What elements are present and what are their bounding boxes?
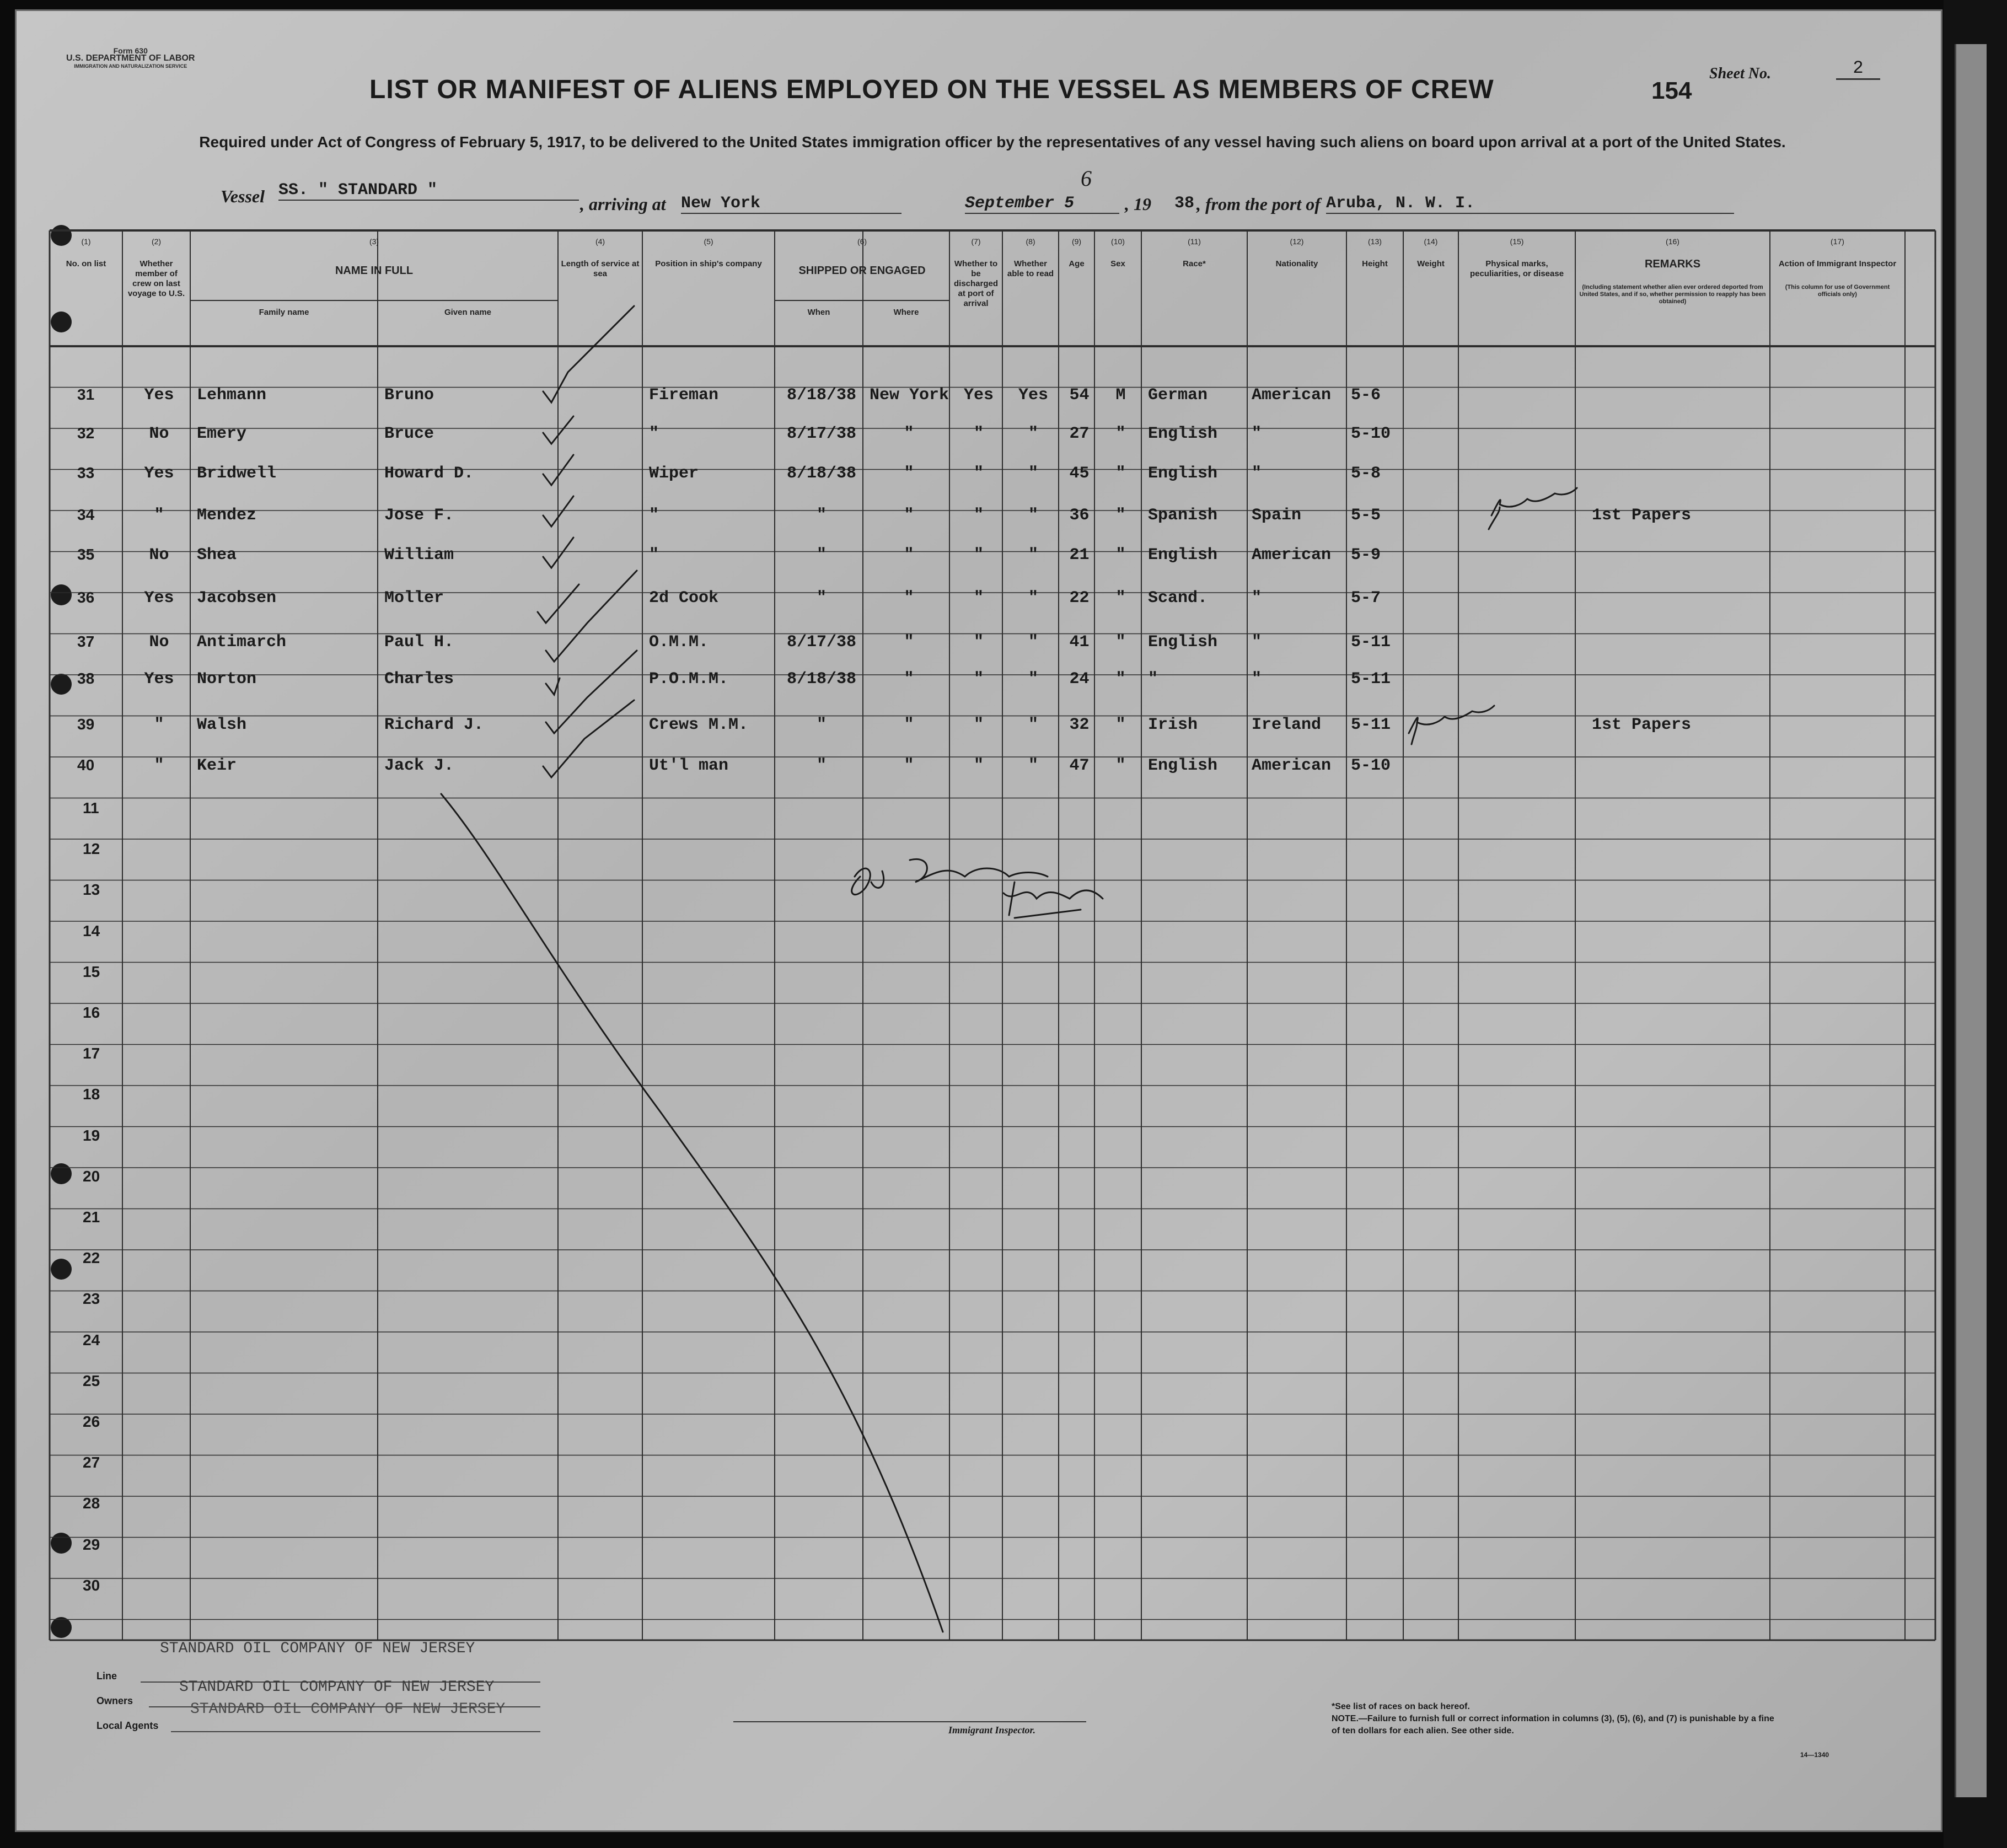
row-number: 38: [77, 670, 95, 687]
column-number: (8): [1026, 237, 1035, 246]
sheet-number: 2: [1836, 58, 1880, 80]
column-number: (5): [704, 237, 713, 246]
cell-last_voyage: Yes: [144, 670, 174, 689]
cell-sex: M: [1115, 386, 1126, 405]
cell-when: 8/18/38: [786, 386, 857, 405]
line-value: STANDARD OIL COMPANY OF NEW JERSEY: [160, 1640, 475, 1657]
column-number: (16): [1666, 237, 1679, 246]
document-subtitle: Required under Act of Congress of February 5, 1917, to be delivered to the United States immigration officer by the representatives of any vessel having such aliens on board upon arrival at a port of the United States.: [199, 133, 1786, 151]
cell-last_voyage: Yes: [144, 464, 174, 483]
cell-discharged: ": [973, 589, 984, 608]
column-header: REMARKS: [1644, 258, 1701, 270]
arriving-label: , arriving at: [580, 194, 666, 214]
cell-read: ": [1028, 506, 1038, 525]
row-number: 26: [83, 1413, 100, 1430]
cell-family: Norton: [197, 670, 257, 689]
column-subheader: Given name: [444, 308, 492, 317]
cell-where: ": [904, 506, 914, 525]
cell-race: German: [1148, 386, 1208, 405]
cell-height: 5-10: [1351, 756, 1391, 775]
column-header: Length of service at sea: [561, 259, 640, 278]
column-subheader: When: [807, 308, 830, 317]
cell-when: 8/18/38: [786, 670, 857, 689]
column-number: (3): [369, 237, 379, 246]
cell-where: ": [904, 633, 914, 652]
cell-position: O.M.M.: [649, 633, 709, 652]
cell-race: English: [1148, 546, 1218, 565]
column-header: Race*: [1183, 259, 1206, 268]
row-number: 25: [83, 1372, 100, 1389]
column-header: No. on list: [66, 259, 106, 268]
cell-when: ": [816, 716, 827, 734]
cell-sex: ": [1115, 425, 1126, 443]
cell-sex: ": [1115, 756, 1126, 775]
column-subheader-note: (Including statement whether alien ever ordered deported from United States, and if so, whether permission to reapply has been obtained): [1579, 284, 1766, 305]
cell-position: 2d Cook: [649, 589, 719, 608]
cell-sex: ": [1115, 506, 1126, 525]
cell-age: 32: [1069, 716, 1090, 734]
row-number: 14: [83, 922, 100, 939]
column-number: (17): [1831, 237, 1844, 246]
cell-age: 41: [1069, 633, 1090, 652]
checkmark-icon: [543, 700, 634, 777]
cell-family: Bridwell: [197, 464, 277, 483]
agents-underline: [171, 1731, 540, 1732]
cell-age: 27: [1069, 425, 1090, 443]
cell-read: ": [1028, 633, 1038, 652]
column-number: (6): [857, 237, 867, 246]
cell-given: William: [384, 546, 454, 565]
cancel-line-icon: [441, 794, 943, 1632]
cell-sex: ": [1115, 716, 1126, 734]
cell-last_voyage: ": [154, 716, 164, 734]
cell-remarks: 1st Papers: [1592, 506, 1692, 525]
column-number: (7): [971, 237, 981, 246]
cell-age: 47: [1069, 756, 1090, 775]
cell-read: Yes: [1018, 386, 1048, 405]
from-label: , from the port of: [1196, 194, 1321, 214]
row-number: 12: [83, 840, 100, 858]
cell-age: 21: [1069, 546, 1090, 565]
column-subheader: Family name: [259, 308, 309, 317]
signature-icon: [1409, 706, 1494, 744]
arriving-port: New York: [681, 194, 901, 214]
row-number: 27: [83, 1454, 100, 1471]
cell-race: Spanish: [1148, 506, 1218, 525]
column-number: (4): [595, 237, 605, 246]
cell-given: Richard J.: [384, 716, 484, 734]
checkmark-icon: [546, 678, 560, 695]
cell-height: 5-10: [1351, 425, 1391, 443]
cell-read: ": [1028, 716, 1038, 734]
cell-where: New York: [870, 386, 949, 405]
cell-position: ": [649, 546, 659, 565]
cell-nationality: ": [1252, 464, 1262, 483]
cell-where: ": [904, 756, 914, 775]
cell-where: ": [904, 589, 914, 608]
cell-race: English: [1148, 425, 1218, 443]
row-number: 22: [83, 1249, 100, 1267]
cell-height: 5-7: [1351, 589, 1381, 608]
cell-when: 8/18/38: [786, 464, 857, 483]
checkmark-icon: [543, 455, 573, 485]
row-number: 23: [83, 1290, 100, 1308]
cell-given: Jack J.: [384, 756, 454, 775]
row-number: 24: [83, 1331, 100, 1349]
cell-last_voyage: Yes: [144, 589, 174, 608]
checkmark-icon: [543, 538, 573, 568]
cell-discharged: ": [973, 506, 984, 525]
cell-last_voyage: ": [154, 756, 164, 775]
row-number: 17: [83, 1045, 100, 1062]
department-name: U.S. DEPARTMENT OF LABOR: [66, 53, 195, 63]
row-number: 13: [83, 881, 100, 899]
row-number: 16: [83, 1004, 100, 1021]
cell-position: Wiper: [649, 464, 699, 483]
cell-height: 5-8: [1351, 464, 1381, 483]
vessel-name: SS. " STANDARD ": [278, 181, 579, 201]
column-header: Age: [1069, 259, 1085, 268]
cell-height: 5-5: [1351, 506, 1381, 525]
cell-family: Mendez: [197, 506, 257, 525]
cell-age: 36: [1069, 506, 1090, 525]
cell-given: Moller: [384, 589, 444, 608]
cell-nationality: American: [1252, 546, 1332, 565]
signature-icon: [852, 859, 1103, 918]
cell-sex: ": [1115, 546, 1126, 565]
cell-race: English: [1148, 464, 1218, 483]
agents-value: STANDARD OIL COMPANY OF NEW JERSEY: [190, 1701, 506, 1718]
owners-value: STANDARD OIL COMPANY OF NEW JERSEY: [179, 1679, 495, 1696]
cell-family: Walsh: [197, 716, 247, 734]
cell-when: 8/17/38: [786, 633, 857, 652]
cell-sex: ": [1115, 633, 1126, 652]
cell-given: Paul H.: [384, 633, 454, 652]
cell-position: ": [649, 506, 659, 525]
checkmark-icon: [538, 584, 579, 623]
row-number: 40: [77, 756, 95, 773]
column-subheader-note: (This column for use of Government officials only): [1785, 284, 1890, 298]
cell-race: ": [1148, 670, 1158, 689]
cell-nationality: ": [1252, 670, 1262, 689]
cell-sex: ": [1115, 464, 1126, 483]
column-header: Weight: [1417, 259, 1445, 268]
column-header: Height: [1362, 259, 1388, 268]
column-header: Whether able to read: [1007, 259, 1054, 278]
row-number: 31: [77, 386, 95, 403]
cell-position: P.O.M.M.: [649, 670, 729, 689]
cell-nationality: Ireland: [1252, 716, 1322, 734]
cell-position: ": [649, 425, 659, 443]
cell-read: ": [1028, 546, 1038, 565]
cell-nationality: Spain: [1252, 506, 1302, 525]
cell-height: 5-9: [1351, 546, 1381, 565]
cell-when: ": [816, 756, 827, 775]
owners-label: Owners: [96, 1695, 133, 1706]
cell-position: Fireman: [649, 386, 719, 405]
row-number: 34: [77, 506, 95, 523]
cell-nationality: ": [1252, 633, 1262, 652]
cell-family: Antimarch: [197, 633, 287, 652]
cell-discharged: ": [973, 546, 984, 565]
cell-where: ": [904, 716, 914, 734]
cell-discharged: Yes: [963, 386, 994, 405]
checkmark-icon: [543, 496, 573, 527]
column-header: Whether member of crew on last voyage to U.S.: [127, 259, 185, 298]
cell-when: ": [816, 506, 827, 525]
handwritten-day-correction: 6: [1081, 166, 1092, 191]
column-header: Physical marks, peculiarities, or disease: [1469, 259, 1564, 278]
column-number: (10): [1111, 237, 1125, 246]
cell-position: Ut'l man: [649, 756, 729, 775]
cell-discharged: ": [973, 716, 984, 734]
cell-read: ": [1028, 464, 1038, 483]
cell-last_voyage: Yes: [144, 386, 174, 405]
row-number: 30: [83, 1576, 100, 1594]
cell-given: Bruce: [384, 425, 434, 443]
column-header: Nationality: [1275, 259, 1318, 268]
sheet-label: Sheet No.: [1709, 65, 1771, 82]
cell-height: 5-6: [1351, 386, 1381, 405]
form-number: Form 630: [113, 46, 148, 55]
agents-label: Local Agents: [96, 1720, 159, 1731]
cell-discharged: ": [973, 756, 984, 775]
cell-family: Emery: [197, 425, 247, 443]
cell-age: 45: [1069, 464, 1090, 483]
cell-when: ": [816, 546, 827, 565]
cell-read: ": [1028, 589, 1038, 608]
stamp-number: 154: [1651, 77, 1692, 104]
cell-given: Howard D.: [384, 464, 474, 483]
checkmark-icon: [546, 651, 637, 733]
column-header: Sex: [1110, 259, 1125, 268]
column-subheader: Where: [893, 308, 919, 317]
row-number: 28: [83, 1495, 100, 1512]
row-number: 11: [83, 799, 99, 816]
checkmark-icon: [546, 571, 637, 662]
column-number: (15): [1510, 237, 1524, 246]
cell-last_voyage: No: [149, 546, 169, 565]
column-number: (9): [1071, 237, 1082, 246]
line-label: Line: [96, 1670, 117, 1682]
column-header: NAME IN FULL: [335, 265, 414, 277]
column-number: (11): [1188, 237, 1201, 246]
cell-family: Shea: [197, 546, 237, 565]
column-header: Position in ship's company: [655, 259, 762, 268]
row-number: 29: [83, 1535, 100, 1553]
cell-nationality: American: [1252, 756, 1332, 775]
row-number: 19: [83, 1126, 100, 1144]
row-number: 15: [83, 963, 100, 980]
cell-discharged: ": [973, 670, 984, 689]
cell-given: Jose F.: [384, 506, 454, 525]
arrival-year: 38: [1174, 194, 1195, 213]
checkmark-icon: [543, 416, 573, 444]
cell-when: ": [816, 589, 827, 608]
column-number: (12): [1290, 237, 1304, 246]
signature-icon: [1489, 488, 1577, 529]
form-code: 14—1340: [1800, 1751, 1829, 1759]
cell-where: ": [904, 546, 914, 565]
cell-height: 5-11: [1351, 716, 1391, 734]
cell-position: Crews M.M.: [649, 716, 749, 734]
service-name: IMMIGRATION AND NATURALIZATION SERVICE: [74, 63, 187, 69]
column-header: SHIPPED OR ENGAGED: [798, 265, 926, 277]
cell-height: 5-11: [1351, 670, 1391, 689]
row-number: 32: [77, 425, 95, 442]
cell-race: English: [1148, 633, 1218, 652]
cell-last_voyage: No: [149, 425, 169, 443]
cell-when: 8/17/38: [786, 425, 857, 443]
column-number: (1): [81, 237, 91, 246]
cell-given: Charles: [384, 670, 454, 689]
cell-given: Bruno: [384, 386, 434, 405]
cell-race: Scand.: [1148, 589, 1208, 608]
cell-family: Jacobsen: [197, 589, 277, 608]
cell-age: 22: [1069, 589, 1090, 608]
cell-nationality: ": [1252, 425, 1262, 443]
inspector-label: Immigrant Inspector.: [948, 1725, 1036, 1736]
cell-where: ": [904, 670, 914, 689]
document-title: LIST OR MANIFEST OF ALIENS EMPLOYED ON THE VESSEL AS MEMBERS OF CREW: [369, 75, 1494, 104]
column-number: (2): [151, 237, 162, 246]
column-number: (14): [1424, 237, 1438, 246]
cell-sex: ": [1115, 670, 1126, 689]
checkmark-icon: [543, 306, 634, 402]
cell-race: English: [1148, 756, 1218, 775]
row-number: 20: [83, 1167, 100, 1185]
cell-nationality: American: [1252, 386, 1332, 405]
inspector-signature-line: [733, 1721, 1086, 1722]
cell-last_voyage: No: [149, 633, 169, 652]
cell-discharged: ": [973, 633, 984, 652]
cell-height: 5-11: [1351, 633, 1391, 652]
cell-sex: ": [1115, 589, 1126, 608]
cell-race: Irish: [1148, 716, 1198, 734]
departure-port: Aruba, N. W. I.: [1326, 194, 1734, 214]
cell-remarks: 1st Papers: [1592, 716, 1692, 734]
row-number: 36: [77, 589, 95, 606]
cell-age: 54: [1069, 386, 1090, 405]
penalty-note: NOTE.—Failure to furnish full or correct information in columns (3), (5), (6), and (7) is punishable by a fine of ten dollars for each alien. See other side.: [1332, 1714, 1774, 1736]
row-number: 21: [83, 1208, 100, 1226]
row-number: 39: [77, 716, 95, 733]
cell-read: ": [1028, 670, 1038, 689]
cell-last_voyage: ": [154, 506, 164, 525]
row-number: 37: [77, 633, 95, 650]
arrival-date: September 5: [965, 194, 1119, 214]
row-number: 18: [83, 1086, 100, 1103]
year-prefix: , 19: [1125, 194, 1151, 214]
cell-where: ": [904, 464, 914, 483]
vessel-label: Vessel: [221, 186, 265, 206]
cell-age: 24: [1069, 670, 1090, 689]
column-header: Action of Immigrant Inspector: [1778, 259, 1897, 268]
cell-nationality: ": [1252, 589, 1262, 608]
cell-read: ": [1028, 425, 1038, 443]
row-number: 33: [77, 464, 95, 481]
cell-read: ": [1028, 756, 1038, 775]
cell-family: Keir: [197, 756, 237, 775]
row-number: 35: [77, 546, 95, 563]
cell-discharged: ": [973, 425, 984, 443]
cell-discharged: ": [973, 464, 984, 483]
races-note: *See list of races on back hereof.: [1332, 1702, 1470, 1711]
cell-family: Lehmann: [197, 386, 267, 405]
column-header: Whether to be discharged at port of arrival: [953, 259, 999, 308]
cell-where: ": [904, 425, 914, 443]
column-number: (13): [1368, 237, 1382, 246]
